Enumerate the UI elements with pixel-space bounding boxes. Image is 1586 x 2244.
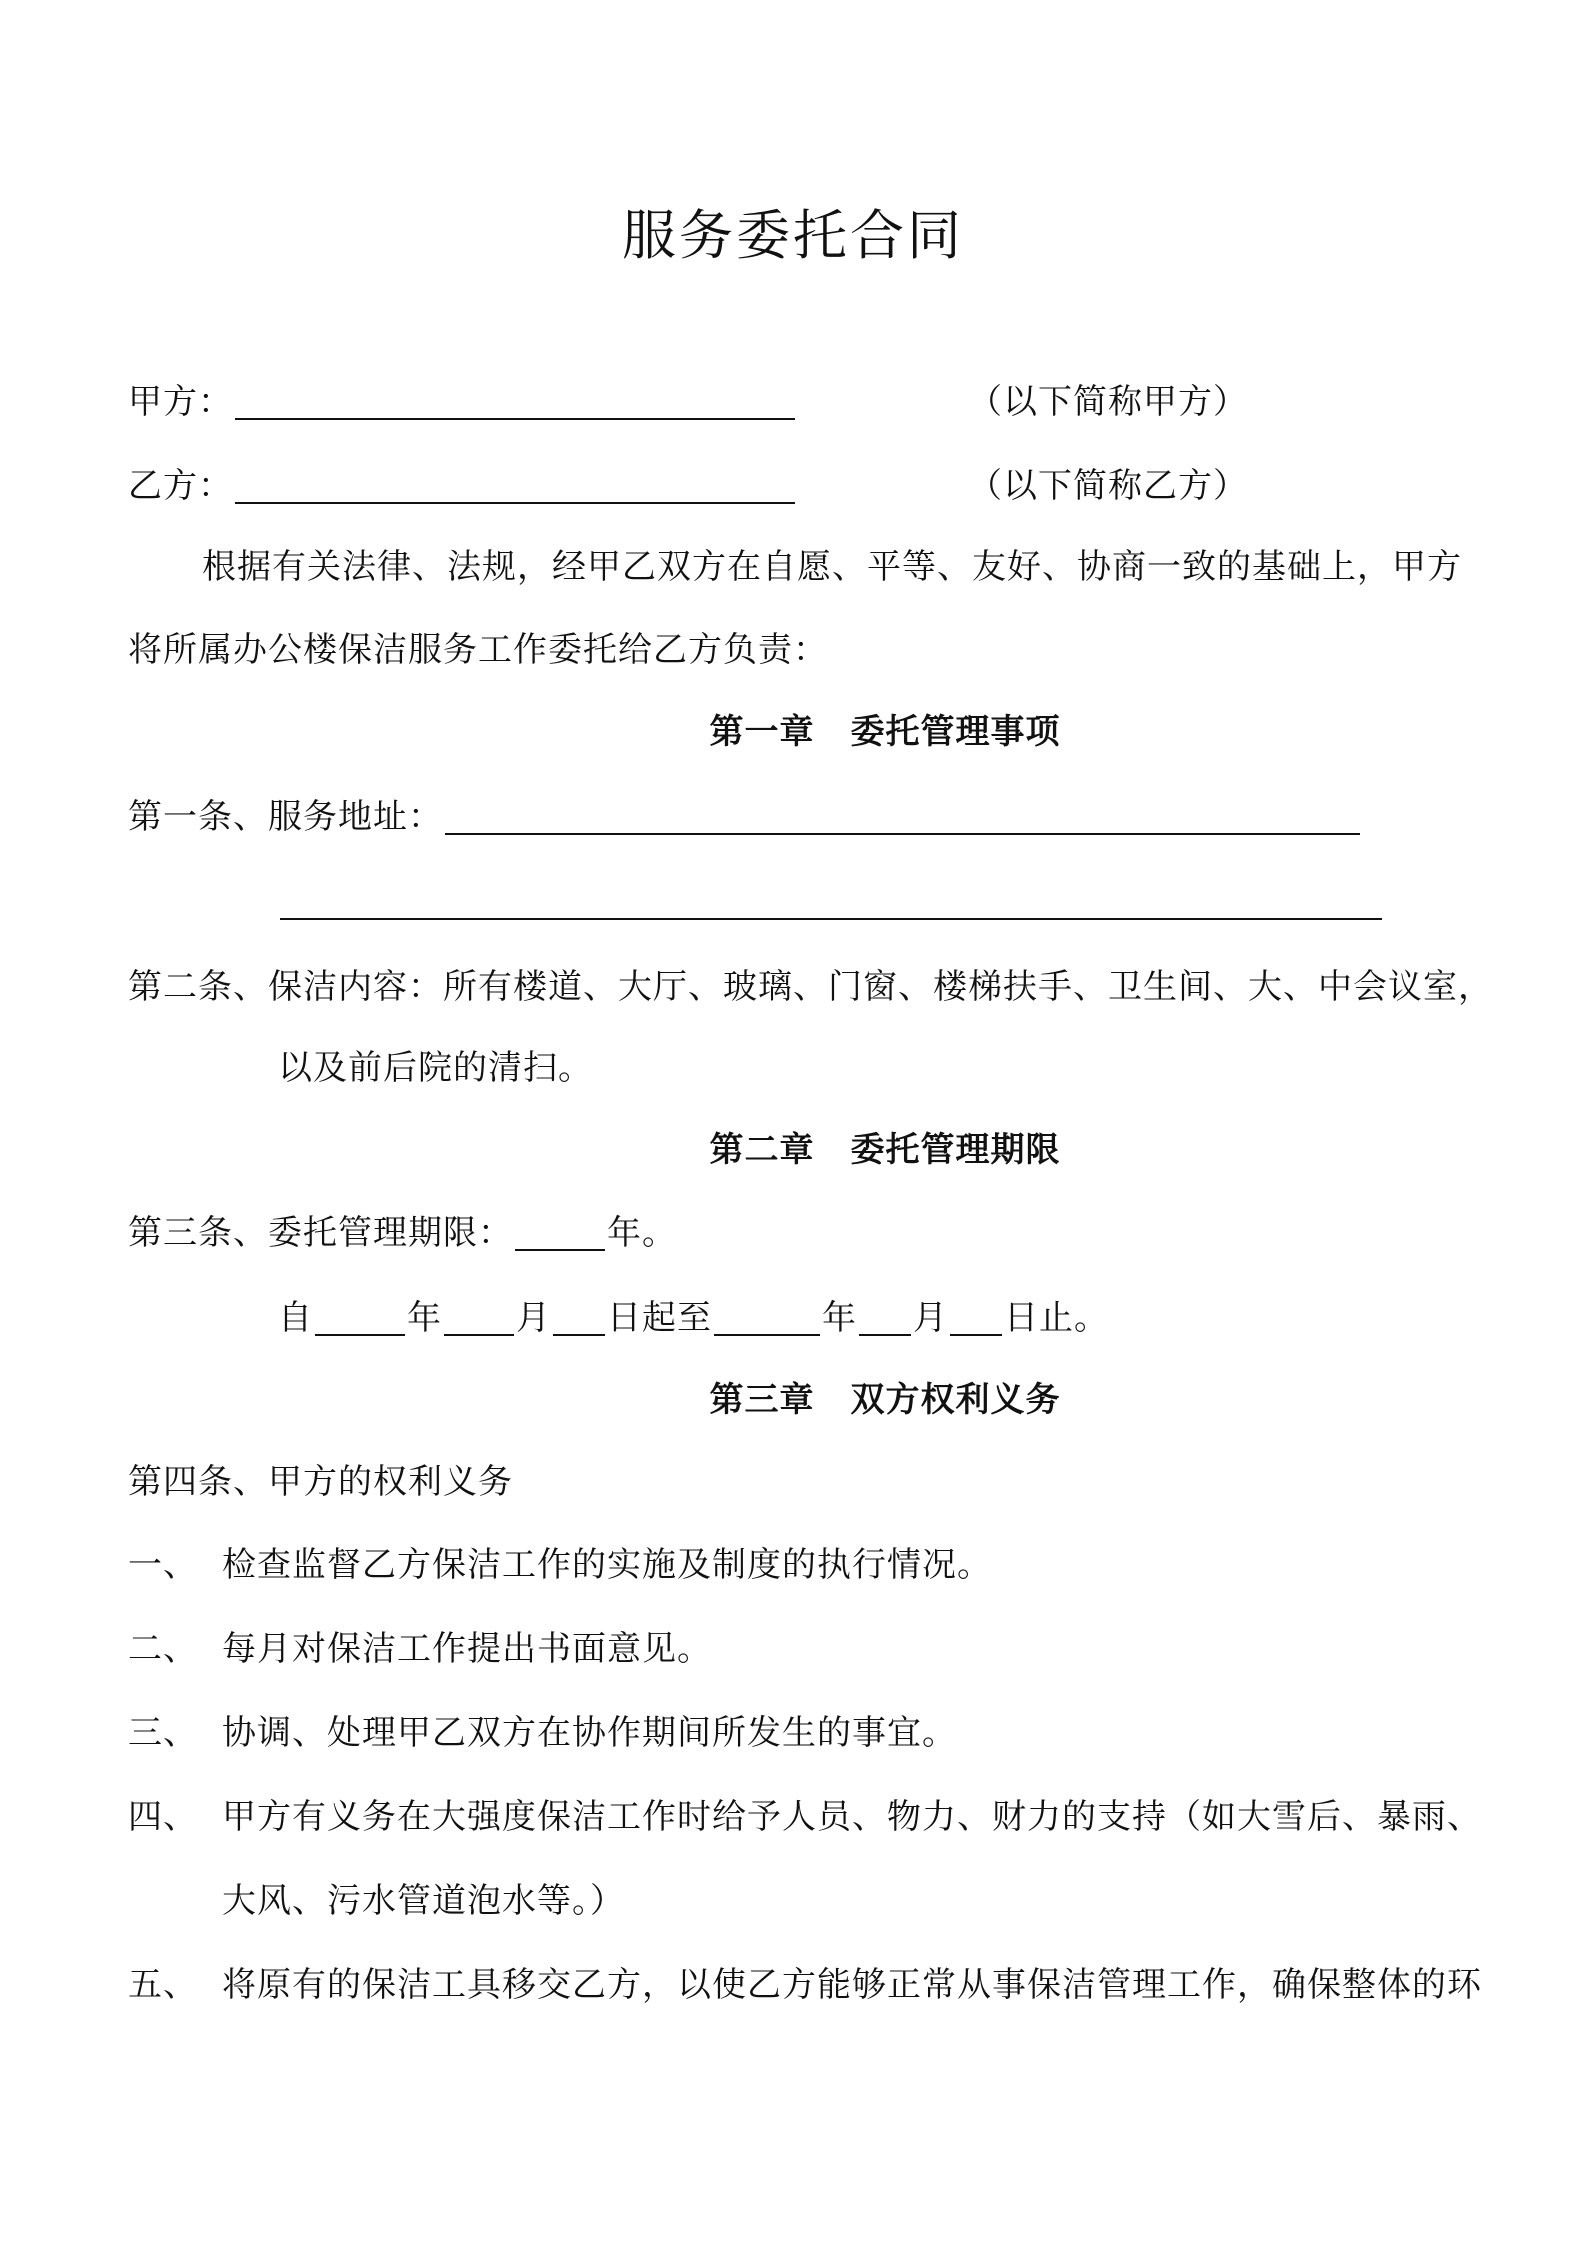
list-item [128, 1795, 1482, 1839]
article-4-title: 第四条、甲方的权利义务 [128, 1462, 513, 1502]
article-3-line [128, 1211, 677, 1255]
document-title: 服务委托合同 [622, 204, 964, 267]
chapter-2-num: 第二章 [709, 1130, 815, 1170]
list-item-num: 二、 [128, 1629, 198, 1669]
chapter-3-name: 双方权利义务 [850, 1380, 1061, 1420]
party-a-line [128, 380, 1418, 424]
article-3-label: 第三条、委托管理期限： [128, 1213, 513, 1253]
article-1-line-2 [278, 880, 1384, 924]
end-month-unit: 月 [913, 1298, 948, 1338]
party-b-blank [235, 464, 795, 504]
party-a-label: 甲方： [128, 382, 233, 422]
article-2-line-2: 以及前后院的清扫。 [278, 1048, 593, 1088]
term-years-unit: 年。 [607, 1213, 677, 1253]
chapter-2-name: 委托管理期限 [850, 1130, 1061, 1170]
list-item-text: 甲方有义务在大强度保洁工作时给予人员、物力、财力的支持（如大雪后、暴雨、 [222, 1797, 1482, 1837]
list-item [128, 1543, 992, 1587]
article-1-line [128, 795, 1362, 839]
start-day-blank [553, 1296, 605, 1336]
party-b-label: 乙方： [128, 466, 233, 506]
chapter-3-heading [0, 1378, 1586, 1422]
list-item-continuation: 大风、污水管道泡水等。） [222, 1881, 625, 1921]
list-item-text: 检查监督乙方保洁工作的实施及制度的执行情况。 [222, 1545, 992, 1585]
end-day-blank [950, 1296, 1002, 1336]
start-year-unit: 年 [407, 1298, 442, 1338]
list-item-num: 四、 [128, 1797, 198, 1837]
intro-line-2: 将所属办公楼保洁服务工作委托给乙方负责： [128, 630, 828, 670]
article-2-line-1: 第二条、保洁内容：所有楼道、大厅、玻璃、门窗、楼梯扶手、卫生间、大、中会议室， [128, 967, 1493, 1007]
term-years-blank [515, 1211, 605, 1251]
chapter-3-num: 第三章 [709, 1380, 815, 1420]
party-a-blank [235, 380, 795, 420]
list-item [128, 1963, 1482, 2007]
start-month-unit: 月 [516, 1298, 551, 1338]
party-b-note: （以下简称乙方） [968, 466, 1248, 506]
party-a-note: （以下简称甲方） [968, 382, 1248, 422]
list-item [128, 1627, 712, 1671]
article-3-dates [278, 1296, 1109, 1340]
from-text: 自 [278, 1298, 313, 1338]
end-year-unit: 年 [822, 1298, 857, 1338]
end-year-blank [714, 1296, 820, 1336]
list-item-text: 将原有的保洁工具移交乙方，以使乙方能够正常从事保洁管理工作，确保整体的环 [222, 1965, 1482, 2005]
list-item-text: 每月对保洁工作提出书面意见。 [222, 1629, 712, 1669]
end-month-blank [859, 1296, 911, 1336]
start-year-blank [315, 1296, 405, 1336]
service-address-blank [445, 795, 1360, 835]
list-item-num: 三、 [128, 1713, 198, 1753]
start-day-unit: 日起至 [607, 1298, 712, 1338]
intro-line-1: 根据有关法律、法规，经甲乙双方在自愿、平等、友好、协商一致的基础上，甲方 [202, 547, 1462, 587]
chapter-1-heading [0, 710, 1586, 754]
chapter-1-num: 第一章 [709, 712, 815, 752]
chapter-1-name: 委托管理事项 [850, 712, 1061, 752]
list-item-num: 五、 [128, 1965, 198, 2005]
article-1-label: 第一条、服务地址： [128, 797, 443, 837]
list-item-num: 一、 [128, 1545, 198, 1585]
end-day-unit: 日止。 [1004, 1298, 1109, 1338]
chapter-2-heading [0, 1128, 1586, 1172]
party-b-line [128, 464, 1418, 508]
list-item [128, 1711, 957, 1755]
list-item-text: 协调、处理甲乙双方在协作期间所发生的事宜。 [222, 1713, 957, 1753]
service-address-blank-2 [280, 880, 1382, 920]
start-month-blank [444, 1296, 514, 1336]
